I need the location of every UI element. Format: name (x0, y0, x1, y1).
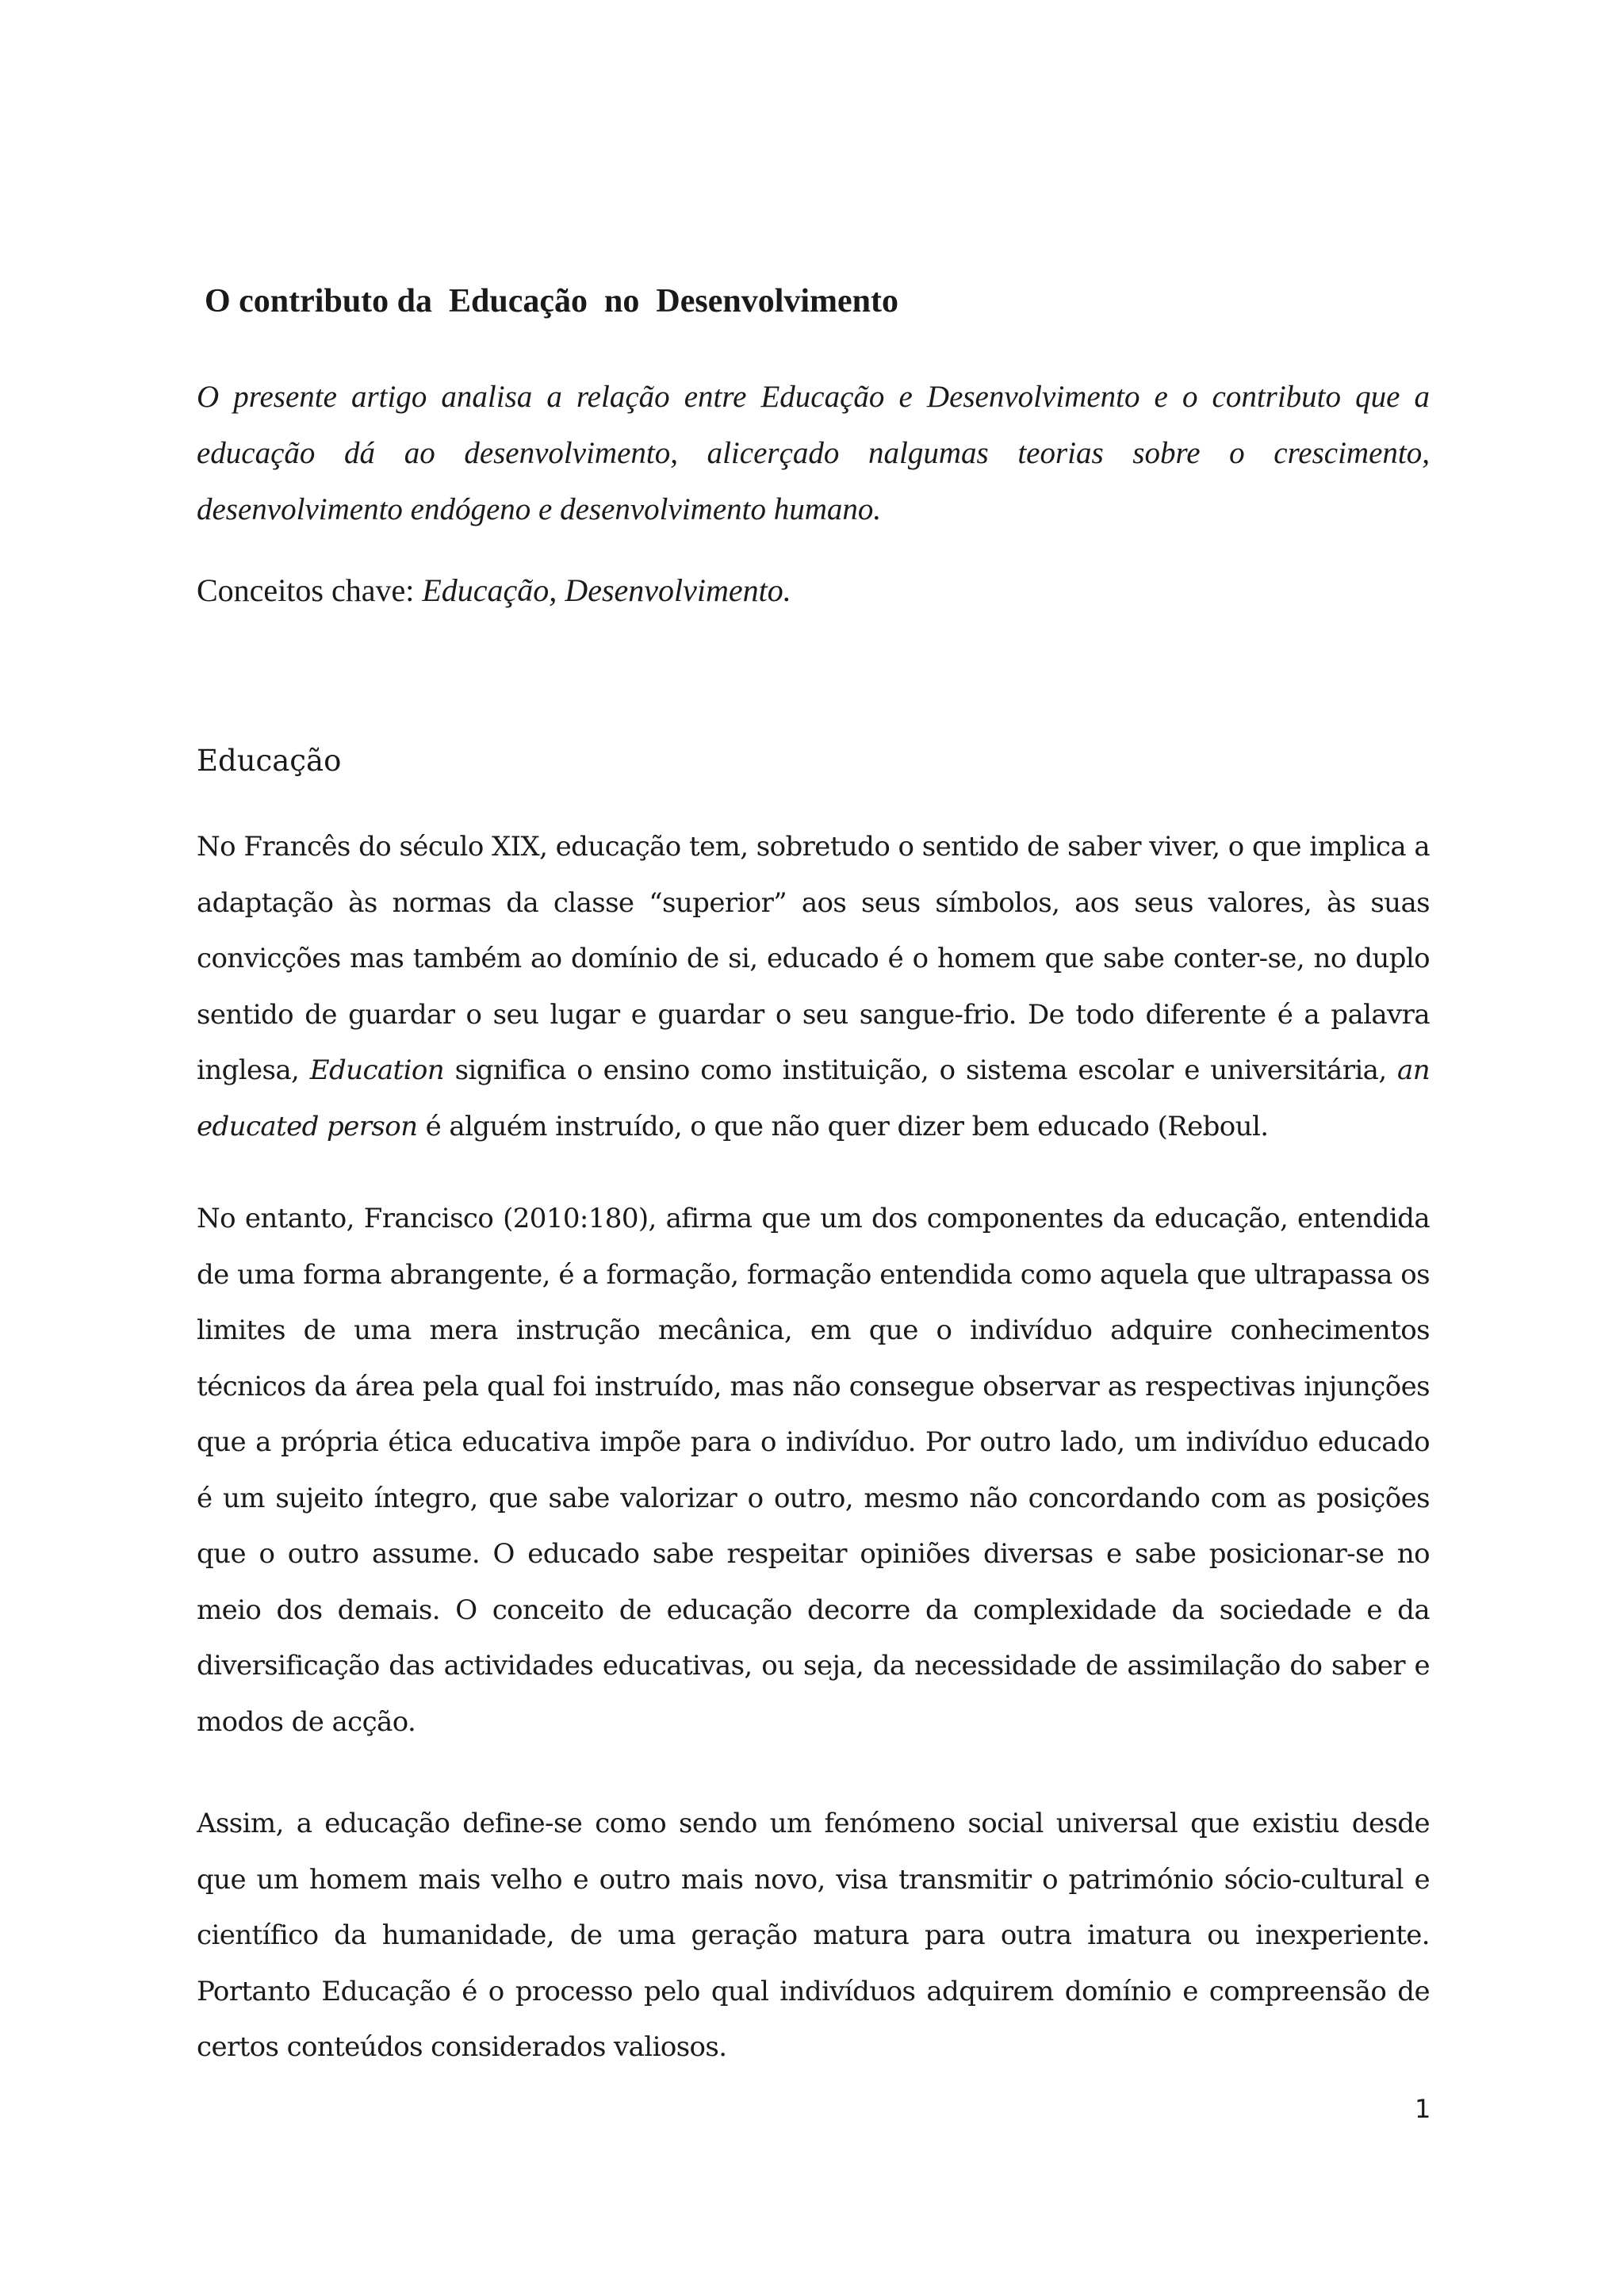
keywords-line (197, 567, 1430, 614)
paragraph-2: No entanto, Francisco (2010:180), afirma que um dos componentes da educação, entendida de uma forma abrangente, é a formação, formação entendida como aquela que ultrapassa os limites de uma mera instrução mecânica, em que o indivíduo adquire conhecimentos técnicos da área pela qual foi instruído, mas não consegue observar as respectivas injunções que a própria ética educativa impõe para o indivíduo. Por outro lado, um indivíduo educado é um sujeito íntegro, que sabe valorizar o outro, mesmo não concordando com as posições que o outro assume. O educado sabe respeitar opiniões diversas e sabe posicionar-se no meio dos demais. O conceito de educação decorre da complexidade da sociedade e da diversificação das actividades educativas, ou seja, da necessidade de assimilação do saber e modos de acção. (197, 1203, 1430, 1738)
keywords-label: Conceitos chave: (197, 572, 423, 608)
abstract: O presente artigo analisa a relação entre Educação e Desenvolvimento e o contributo que a educação dá ao desenvolvimento, alicerçado nalgumas teorias sobre o crescimento, desenvolvimento endógeno e desenvolvimento humano. (197, 380, 1430, 526)
term-education: Education (309, 1054, 445, 1086)
term-educated-person: an educated person (197, 1054, 1430, 1142)
paragraph-1 (197, 819, 1430, 1154)
section-heading: Educação (197, 744, 342, 778)
paragraph-1-part-1: No Francês do século XIX, educação tem, sobretudo o sentido de saber viver, o que implica a adaptação às normas da classe “superior” aos seus símbolos, aos seus valores, às suas convicções mas também ao domínio de si, educado é o homem que sabe conter-se, no duplo sentido de guardar o seu lugar e guardar o seu sangue-frio. De todo diferente é a palavra inglesa, (197, 831, 1430, 1086)
paragraph-1-part-2: significa o ensino como instituição, o sistema escolar e universitária, (444, 1054, 1398, 1086)
page-number: 1 (1415, 2094, 1431, 2124)
keywords-terms: Educação, Desenvolvimento. (422, 572, 791, 608)
paragraph-3: Assim, a educação define-se como sendo um fenómeno social universal que existiu desde que um homem mais velho e outro mais novo, visa transmitir o património sócio-cultural e científico da humanidade, de uma geração matura para outra imatura ou inexperiente. Portanto Educação é o processo pelo qual indivíduos adquirem domínio e compreensão de certos conteúdos considerados valiosos. (197, 1808, 1430, 2063)
document-title: O contributo da Educação no Desenvolvimento (205, 283, 899, 320)
paragraph-1-part-3: é alguém instruído, o que não quer dizer bem educado (Reboul. (417, 1110, 1269, 1142)
